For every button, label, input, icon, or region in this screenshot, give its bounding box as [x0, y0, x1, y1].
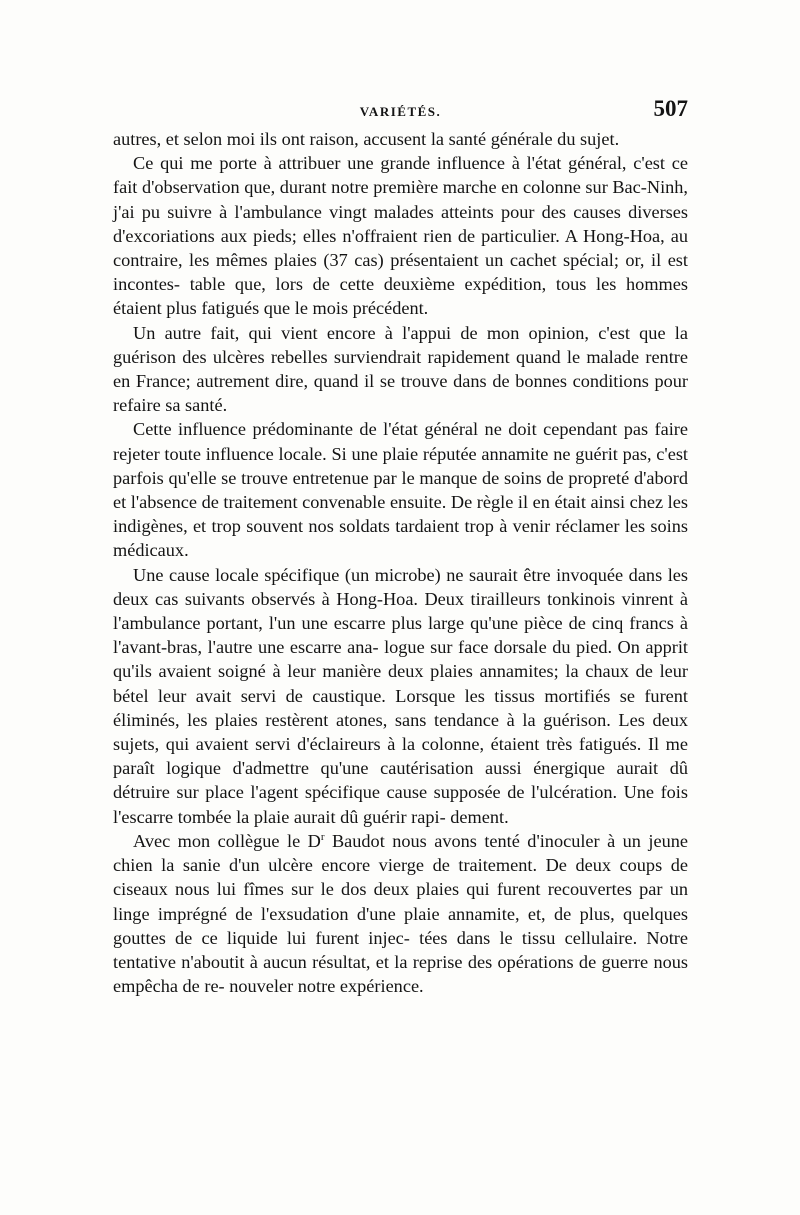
text-line: dans les deux cas suivants observés à Hong-Hoa. Deux tirailleurs: [113, 564, 688, 609]
paragraph: [113, 127, 688, 151]
text-line: ne guérit pas, c'est parfois qu'elle se trouve entretenue par le manque: [113, 443, 689, 488]
text-line: aurait dû détruire sur place l'agent spécifique cause supposée de: [113, 758, 688, 803]
text-line: colonne sur Bac-Ninh, j'ai pu suivre à l'ambulance vingt malades: [113, 177, 689, 222]
text-line: nos soldats tardaient trop à venir réclamer les soins médicaux.: [113, 516, 688, 561]
page-number: 507: [653, 96, 688, 121]
paragraph: [113, 417, 688, 562]
text-line: Avec mon collègue le D: [133, 830, 321, 851]
text-line: annamite, et, de plus, quelques gouttes de ce liquide lui furent injec-: [113, 903, 688, 948]
text-line: n'offraient rien de particulier. A Hong-Hoa, au contraire, les mêmes: [113, 225, 688, 271]
text-line: de soins de propreté d'abord et l'absence de traitement convenable: [113, 467, 689, 513]
text-line: coups de ciseaux nous lui fîmes sur le dos deux plaies qui furent: [113, 855, 688, 900]
text-line: dement.: [450, 806, 509, 827]
text-line: Baudot nous avons tenté d'inoculer à un: [331, 830, 641, 851]
text-line: c'est ce fait d'observation que, durant notre première marche en: [113, 153, 688, 198]
text-line: malade rentre en France; autrement dire, quand il se trouve dans: [113, 346, 688, 392]
text-line: plaies restèrent atones, sans tendance à la guérison. Les deux sujets,: [113, 709, 689, 755]
running-title: VARIÉTÉS.: [359, 104, 442, 119]
text-line: qu'une pièce de cinq francs à l'avant-bras, l'autre une escarre ana-: [113, 613, 688, 658]
running-header: [113, 96, 688, 126]
paragraph: [113, 151, 688, 320]
text-line: l'ulcération. Une fois l'escarre tombée la plaie aurait dû guérir rapi-: [113, 782, 688, 827]
text-line: qui avaient servi d'éclaireurs à la colonne, étaient très fatigués.: [165, 734, 642, 755]
text-line: ensuite. De règle il en était ainsi chez les indigènes, et trop souvent: [113, 492, 688, 537]
text-line: Un autre fait, qui vient encore à l'appui de mon opinion, c'est que: [133, 322, 666, 343]
text-line: plaies (37 cas) présentaient un cachet spécial; or, il est incontes-: [113, 250, 688, 295]
text-line: autres, et selon moi ils ont raison, accusent la santé générale du: [113, 129, 576, 149]
text-line: nouveler notre expérience.: [229, 976, 424, 997]
text-line: Une cause locale spécifique (un microbe) ne saurait être invoquée: [133, 564, 624, 585]
text-line: la guérison des ulcères rebelles surviendrait rapidement quand le: [113, 322, 688, 367]
text-line: résultat, et la reprise des opérations de guerre nous empêcha de re-: [113, 951, 689, 997]
text-line: leur manière deux plaies annamites; la chaux de leur bétel leur avait: [113, 661, 689, 706]
text-line: Cette influence prédominante de l'état général ne doit cependant: [133, 419, 618, 440]
text-line: tées dans le tissu cellulaire. Notre tentative n'aboutit à aucun: [113, 927, 688, 972]
text-line: étaient plus fatigués que le mois précédent.: [113, 298, 429, 319]
text-line: recouvertes par un linge imprégné de l'exsudation d'une plaie: [113, 879, 688, 924]
text-line: Il me paraît logique d'admettre qu'une cautérisation aussi énergique: [113, 734, 689, 779]
paragraph: [113, 829, 688, 998]
body-text: [113, 127, 688, 998]
superscript: r: [320, 830, 325, 843]
text-line: logue sur face dorsale du pied. On apprit qu'ils avaient soigné à: [113, 637, 688, 682]
text-line: de bonnes conditions pour refaire sa santé.: [113, 371, 688, 416]
paragraph: [113, 563, 688, 829]
paragraph: [113, 321, 688, 418]
text-line: sujet.: [580, 129, 620, 149]
text-line: pas faire rejeter toute influence locale. Si une plaie réputée annamite: [113, 419, 688, 464]
text-line: jeune chien la sanie d'un ulcère encore vierge de traitement. De deux: [113, 830, 688, 876]
text-line: atteints pour des causes diverses d'excoriations aux pieds; elles: [113, 201, 688, 246]
text-line: tonkinois vinrent à l'ambulance portant, l'un une escarre plus large: [113, 588, 688, 634]
text-line: Ce qui me porte à attribuer une grande influence à l'état général,: [133, 153, 627, 174]
text-line: servi de caustique. Lorsque les tissus mortifiés se furent éliminés, les: [113, 685, 688, 730]
text-line: table que, lors de cette deuxième expédition, tous les hommes: [189, 274, 688, 295]
